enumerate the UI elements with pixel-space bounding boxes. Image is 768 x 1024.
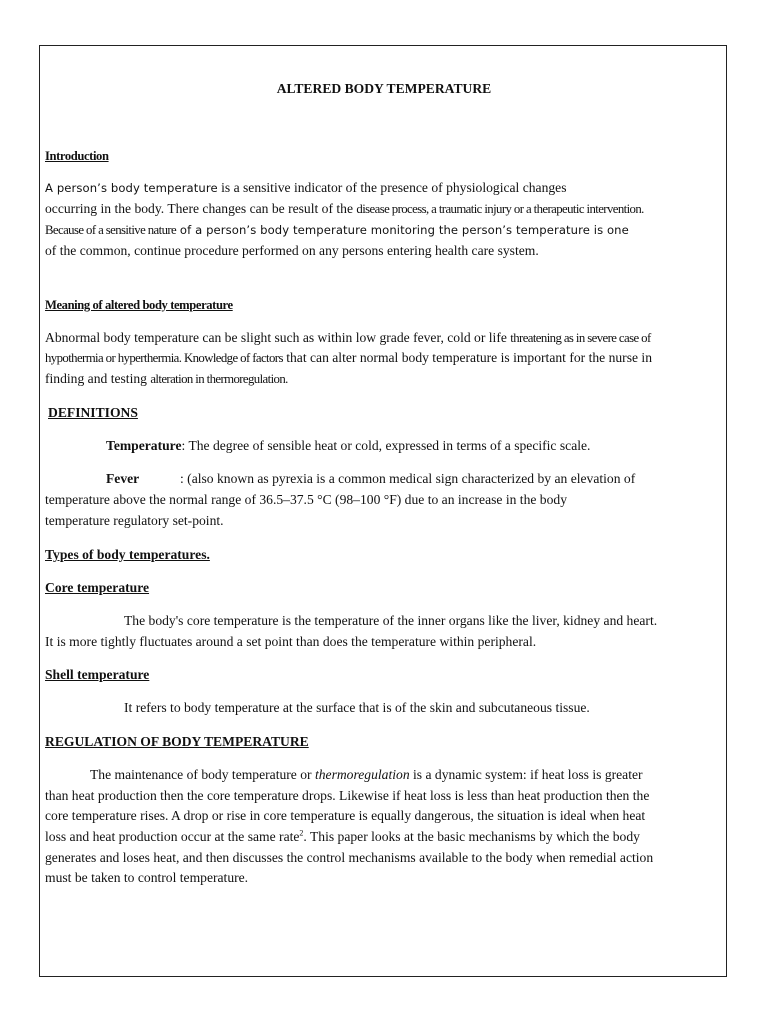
regulation-line-2: than heat production then the core temperature drops. Likewise if heat loss is less than heat production then the [45,788,650,803]
meaning-line-3: finding and testing alteration in thermoregulation. [45,371,288,386]
definition-temperature: Temperature: The degree of sensible heat or cold, expressed in terms of a specific scale. [106,438,591,453]
introduction-heading: Introduction [45,149,109,163]
shell-temperature-heading: Shell temperature [45,667,150,682]
definition-fever-text: : (also known as pyrexia is a common medical sign characterized by an elevation of [180,471,636,486]
regulation-line-5: generates and loses heat, and then discusses the control mechanisms available to the body when remedial action [45,850,654,865]
definition-fever-line-3: temperature regulatory set-point. [45,513,224,528]
intro-line-3: Because of a sensitive nature of a person’s body temperature monitoring the person’s temperature is one [45,223,629,237]
intro-line-4: of the common, continue procedure performed on any persons entering health care system. [45,243,539,258]
definition-fever-line-2: temperature above the normal range of 36.5–37.5 °C (98–100 °F) due to an increase in the body [45,492,567,507]
shell-line-1: It refers to body temperature at the surface that is of the skin and subcutaneous tissue. [124,700,590,715]
document-title: ALTERED BODY TEMPERATURE [276,81,492,96]
core-temperature-heading: Core temperature [45,580,150,595]
term-temperature: Temperature [106,438,182,453]
types-heading: Types of body temperatures. [45,547,210,562]
regulation-line-3: core temperature rises. A drop or rise in core temperature is equally dangerous, the situation is ideal when heat [45,808,646,823]
regulation-line-1: The maintenance of body temperature or thermoregulation is a dynamic system: if heat loss is greater [90,767,643,782]
meaning-line-1: Abnormal body temperature can be slight such as within low grade fever, cold or life threatening as in severe case of [45,330,651,345]
meaning-heading: Meaning of altered body temperature [45,298,233,312]
regulation-line-6: must be taken to control temperature. [45,870,249,885]
regulation-heading: REGULATION OF BODY TEMPERATURE [45,734,309,749]
core-line-1: The body's core temperature is the temperature of the inner organs like the liver, kidney and heart. [124,613,658,628]
intro-line-1: A person’s body temperature is a sensitive indicator of the presence of physiological changes [45,180,567,195]
definitions-heading: DEFINITIONS [48,405,138,420]
core-line-2: It is more tightly fluctuates around a set point than does the temperature within peripheral. [45,634,537,649]
meaning-line-2: hypothermia or hyperthermia. Knowledge of factors that can alter normal body temperature is important for the nurse in [45,350,653,365]
regulation-line-4: loss and heat production occur at the same rate$^2$. This paper looks at the basic mechanisms by which the body [45,828,640,844]
intro-line-2: occurring in the body. There changes can be result of the disease process, a traumatic injury or a therapeutic intervention. [45,201,644,216]
definition-fever-term: Fever [106,471,140,486]
